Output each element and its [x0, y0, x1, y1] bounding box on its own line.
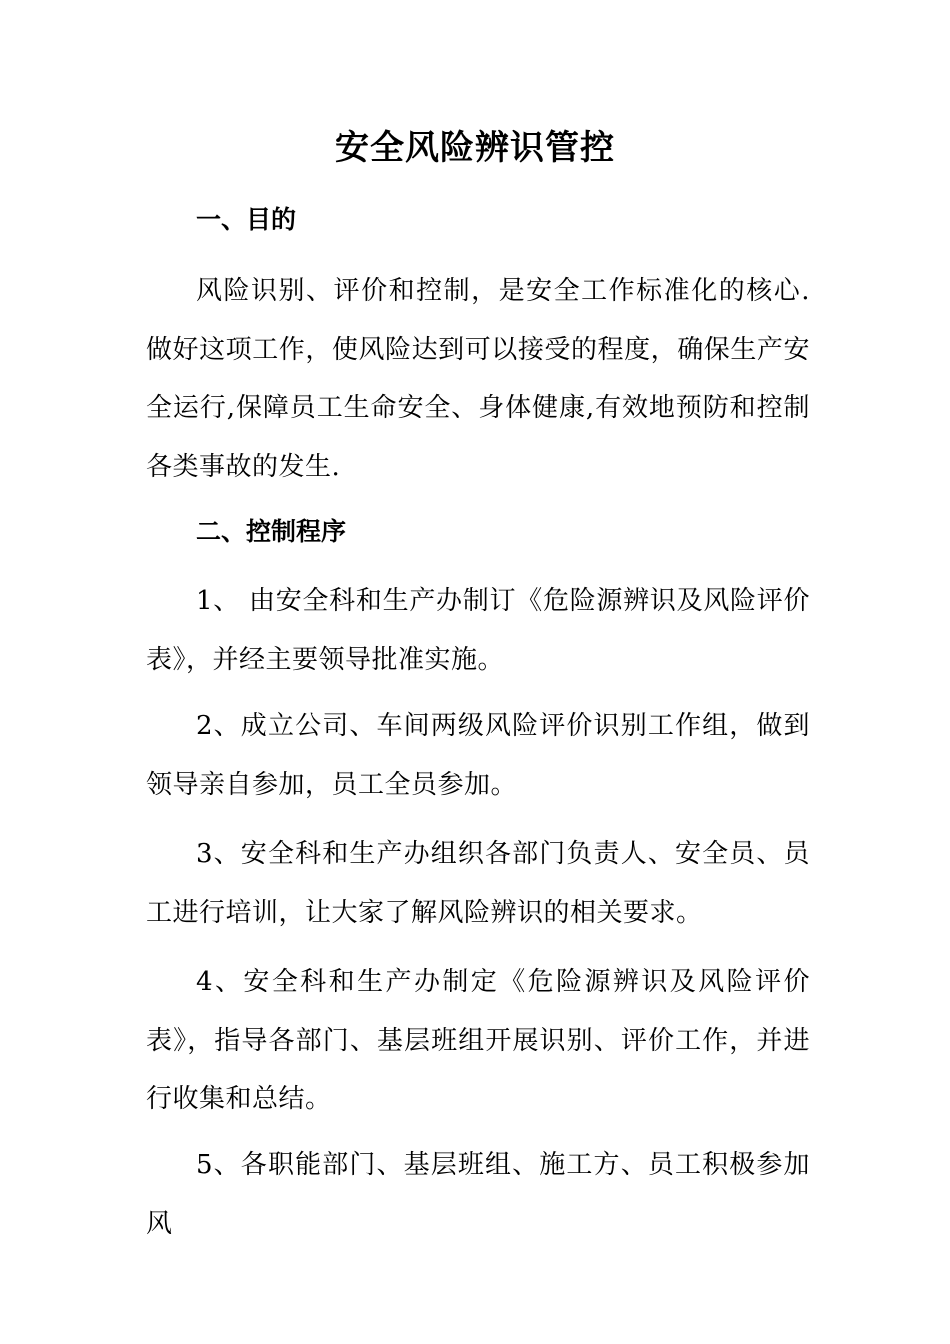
procedure-item-2: 2、成立公司、车间两级风险评价识别工作组，做到领导亲自参加，员工全员参加。	[146, 711, 810, 800]
section-heading-purpose: 一、目的	[196, 205, 297, 234]
procedure-item-3: 3、安全科和生产办组织各部门负责人、安全员、员工进行培训，让大家了解风险辨识的相关要求。	[146, 839, 810, 928]
procedure-item-4: 4、安全科和生产办制定《危险源辨识及风险评价表》，指导各部门、基层班组开展识别、评价工作，并进行收集和总结。	[146, 967, 810, 1115]
procedure-item-5: 5、各职能部门、基层班组、施工方、员工积极参加风	[146, 1150, 810, 1239]
document-title: 安全风险辨识管控	[335, 128, 615, 168]
section-heading-procedure: 二、控制程序	[196, 517, 347, 546]
purpose-paragraph: 风险识别、评价和控制，是安全工作标准化的核心.做好这项工作，使风险达到可以接受的程度，确保生产安全运行,保障员工生命安全、身体健康,有效地预防和控制各类事故的发生.	[146, 276, 810, 482]
procedure-item-1: 1、 由安全科和生产办制订《危险源辨识及风险评价表》，并经主要领导批准实施。	[146, 586, 810, 675]
